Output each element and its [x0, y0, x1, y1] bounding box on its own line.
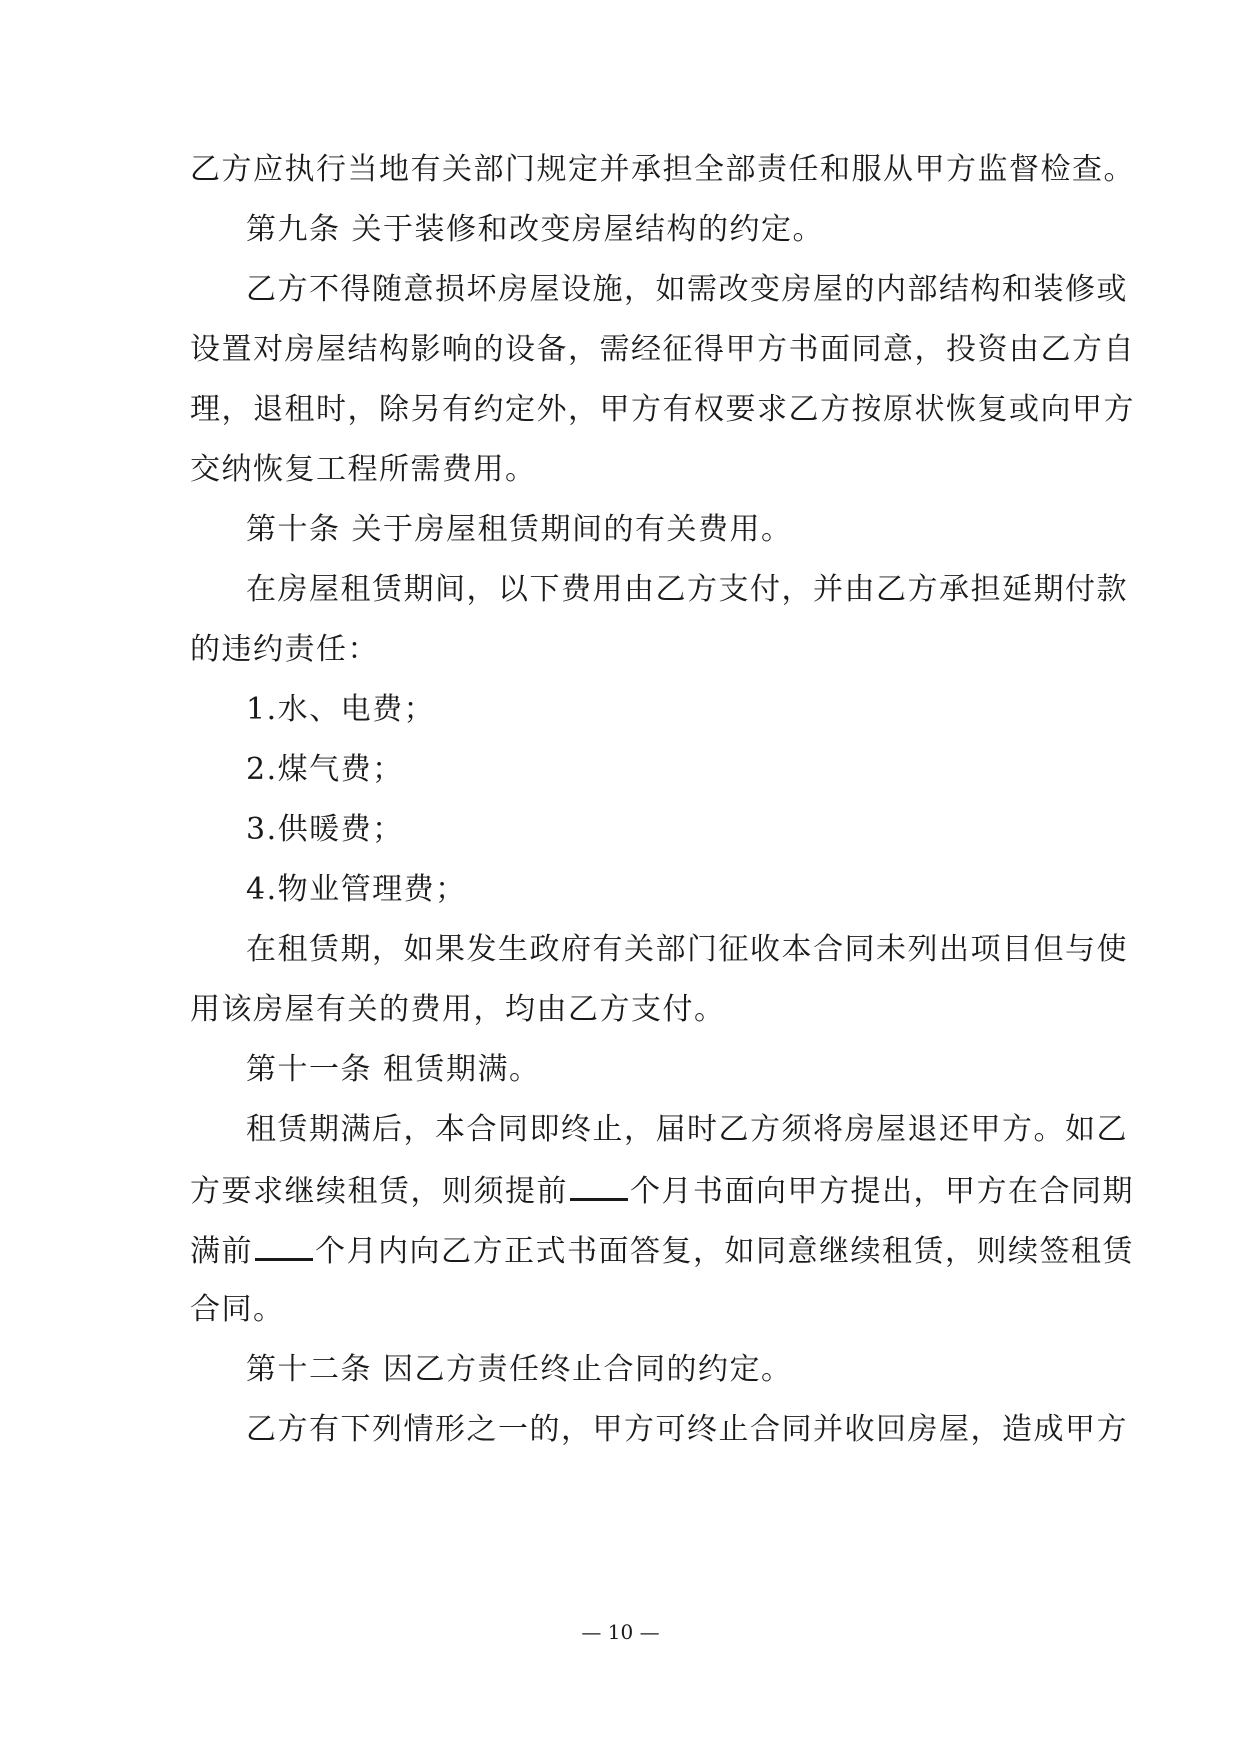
paragraph-line: 在租赁期，如果发生政府有关部门征收本合同未列出项目但与使	[246, 932, 1128, 967]
paragraph-line	[190, 1170, 1134, 1210]
text-segment: 个月书面向甲方提出，甲方在合同期	[630, 1174, 1134, 1209]
article-heading: 第十条 关于房屋租赁期间的有关费用。	[246, 512, 793, 547]
fill-in-blank	[255, 1230, 313, 1261]
article-heading: 第十二条 因乙方责任终止合同的约定。	[246, 1352, 793, 1387]
paragraph-line	[190, 1230, 1134, 1270]
paragraph-line: 的违约责任：	[190, 632, 379, 667]
paragraph-line: 在房屋租赁期间，以下费用由乙方支付，并由乙方承担延期付款	[246, 572, 1128, 607]
text-segment: 方要求继续租赁，则须提前	[190, 1174, 568, 1209]
paragraph-line: 租赁期满后，本合同即终止，届时乙方须将房屋退还甲方。如乙	[246, 1112, 1128, 1147]
list-item: 1.水、电费；	[246, 692, 436, 727]
article-heading: 第九条 关于装修和改变房屋结构的约定。	[246, 212, 825, 247]
text-segment: 满前	[190, 1234, 253, 1269]
paragraph-line: 设置对房屋结构影响的设备，需经征得甲方书面同意，投资由乙方自	[190, 332, 1135, 367]
paragraph-line: 乙方有下列情形之一的，甲方可终止合同并收回房屋，造成甲方	[246, 1412, 1128, 1447]
fill-in-blank	[570, 1170, 628, 1201]
paragraph-line: 用该房屋有关的费用，均由乙方支付。	[190, 992, 726, 1027]
paragraph-line: 乙方不得随意损坏房屋设施，如需改变房屋的内部结构和装修或	[246, 272, 1128, 307]
list-item: 2.煤气费；	[246, 752, 404, 787]
paragraph-line: 乙方应执行当地有关部门规定并承担全部责任和服从甲方监督检查。	[190, 152, 1135, 187]
article-heading: 第十一条 租赁期满。	[246, 1052, 541, 1087]
list-item: 4.物业管理费；	[246, 872, 467, 907]
paragraph-line: 合同。	[190, 1292, 285, 1327]
list-item: 3.供暖费；	[246, 812, 404, 847]
paragraph-line: 交纳恢复工程所需费用。	[190, 452, 537, 487]
page-number: — 10 —	[581, 1620, 660, 1644]
paragraph-line: 理，退租时，除另有约定外，甲方有权要求乙方按原状恢复或向甲方	[190, 392, 1135, 427]
text-segment: 个月内向乙方正式书面答复，如同意继续租赁，则续签租赁	[315, 1234, 1134, 1269]
